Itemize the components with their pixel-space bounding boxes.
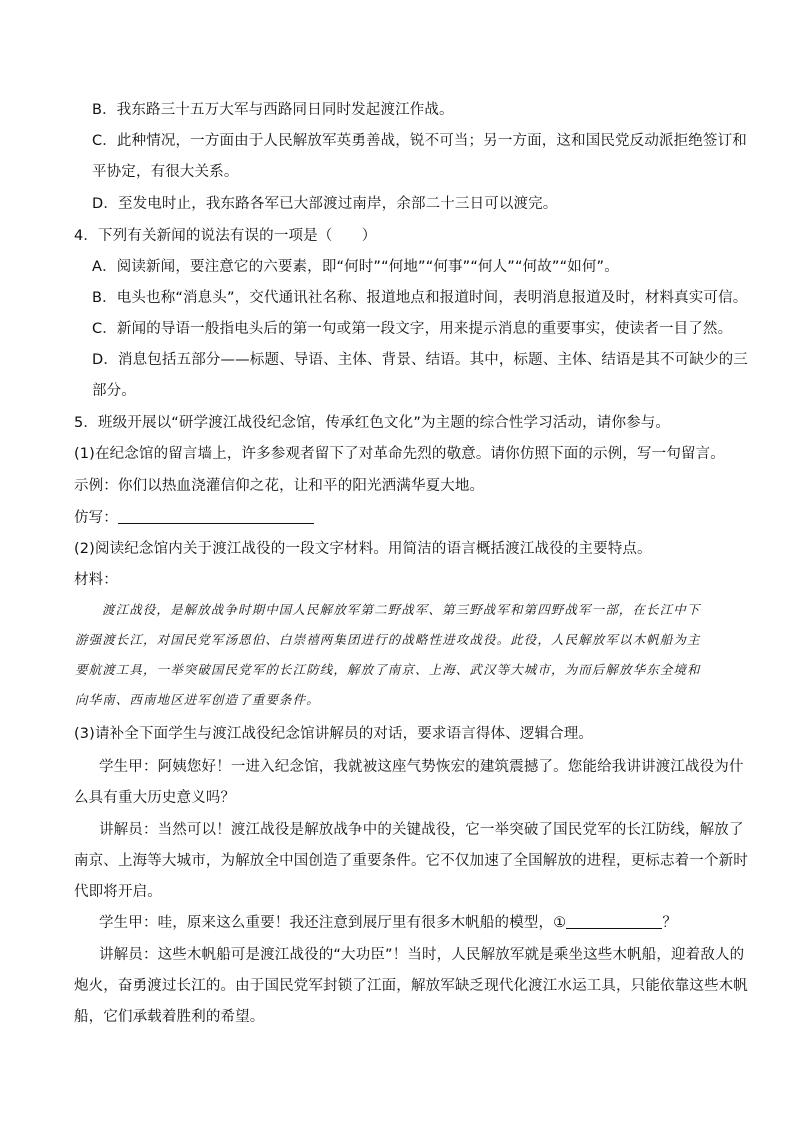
q4-option-d-line2: 部分。	[92, 383, 136, 399]
q5-part2: (2)阅读纪念馆内关于渡江战役的一段文字材料。用简洁的语言概括渡江战役的主要特点。	[74, 541, 652, 557]
q3-option-c-line1: C．此种情况，一方面由于人民解放军英勇善战，锐不可当；另一方面，这和国民党反动派拒绝签订和	[92, 133, 747, 149]
imitate-answer-blank[interactable]	[118, 509, 314, 524]
imitate-label: 仿写：	[74, 510, 118, 526]
dialogue-4-line1: 讲解员：这些木帆船可是渡江战役的“大功臣”！当时，人民解放军就是乘坐这些木帆船，迎着敌人的	[99, 947, 745, 963]
material-line-2: 游强渡长江，对国民党军汤恩伯、白崇禧两集团进行的战略性进攻战役。此役，人民解放军以木帆船为主	[75, 632, 701, 647]
q5-part3: (3)请补全下面学生与渡江战役纪念馆讲解员的对话，要求语言得体、逻辑合理。	[74, 726, 594, 742]
dialogue-2-line3: 代即将开启。	[74, 884, 162, 900]
dialogue-4-line2: 炮火，奋勇渡过长江的。由于国民党军封锁了江面，解放军缺乏现代化渡江水运工具，只能依靠这些木帆	[74, 978, 748, 994]
dialogue-3-prefix: 学生甲：哇，原来这么重要！我还注意到展厅里有很多木帆船的模型，	[99, 915, 554, 931]
dialogue-2-line2: 南京、上海等大城市，为解放全中国创造了重要条件。它不仅加速了全国解放的进程，更标志着一个新时	[74, 853, 748, 869]
blank-marker-1: ①	[553, 915, 567, 931]
dialogue-1-line2: 么具有重大历史意义吗？	[74, 790, 236, 806]
dialogue-4-line3: 船，它们承载着胜利的希望。	[74, 1009, 265, 1025]
q3-option-c-line2: 平协定，有很大关系。	[92, 164, 239, 180]
material-line-4: 向华南、西南地区进军创造了重要条件。	[75, 692, 320, 707]
q5-imitate-row	[74, 508, 314, 528]
dialogue-2-line1: 讲解员：当然可以！渡江战役是解放战争中的关键战役，它一举突破了国民党军的长江防线，解放了	[99, 822, 744, 838]
q5-stem: 5．班级开展以“研学渡江战役纪念馆，传承红色文化”为主题的综合性学习活动，请你参与。	[74, 415, 671, 431]
material-line-3: 要航渡工具，一举突破国民党军的长江防线，解放了南京、上海、武汉等大城市，为而后解放华东全境和	[75, 662, 701, 677]
q3-option-b: B．我东路三十五万大军与西路同日同时发起渡江作战。	[92, 102, 454, 118]
q4-option-a: A．阅读新闻，要注意它的六要素，即“何时”“何地”“何事”“何人”“何故”“如何”。	[92, 259, 619, 275]
dialogue-answer-blank[interactable]	[566, 914, 662, 929]
q4-stem: 4．下列有关新闻的说法有误的一项是（ ）	[74, 228, 377, 244]
dialogue-3-suffix: ？	[662, 915, 677, 931]
material-label: 材料：	[74, 572, 118, 588]
q3-option-d: D．至发电时止，我东路各军已大部渡过南岸，余部二十三日可以渡完。	[92, 196, 558, 212]
q4-option-b: B．电头也称“消息头”，交代通讯社名称、报道地点和报道时间，表明消息报道及时，材料真实可信。	[92, 290, 748, 306]
q4-option-c: C．新闻的导语一般指电头后的第一句或第一段文字，用来提示消息的重要事实，使读者一目了然。	[92, 321, 733, 337]
q5-example: 示例：你们以热血浇灌信仰之花，让和平的阳光洒满华夏大地。	[74, 478, 485, 494]
q4-option-d-line1: D．消息包括五部分——标题、导语、主体、背景、结语。其中，标题、主体、结语是其不可缺少的三	[92, 352, 748, 368]
q5-part1: (1)在纪念馆的留言墙上，许多参观者留下了对革命先烈的敬意。请你仿照下面的示例，写一句留言。	[74, 446, 725, 462]
material-line-1: 渡江战役，是解放战争时期中国人民解放军第二野战军、第三野战军和第四野战军一部，在长江中下	[102, 602, 701, 617]
dialogue-1-line1: 学生甲：阿姨您好！一进入纪念馆，我就被这座气势恢宏的建筑震撼了。您能给我讲讲渡江战役为什	[99, 759, 744, 775]
dialogue-3	[99, 913, 677, 933]
